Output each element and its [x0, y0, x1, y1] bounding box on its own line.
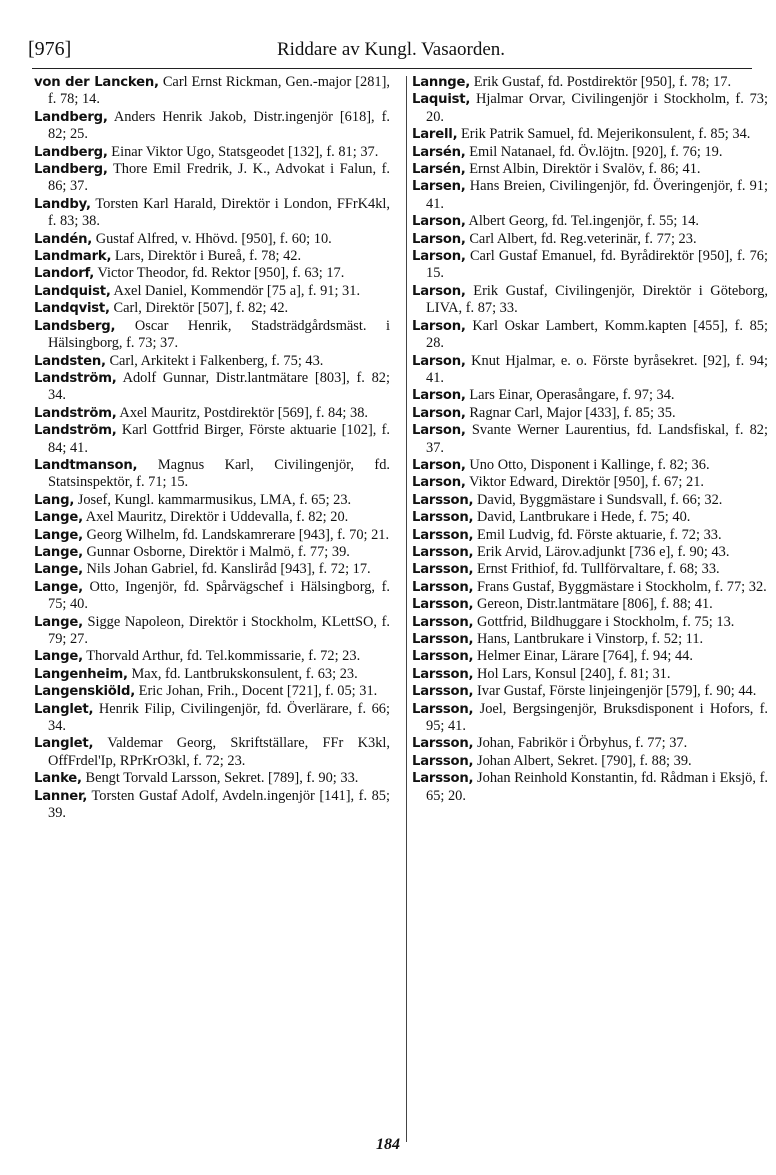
entry-surname: Larsson, — [412, 649, 474, 665]
right-column — [412, 74, 768, 805]
page-header — [28, 38, 754, 64]
entry-details: Gunnar Osborne, Direktör i Malmö, f. 77; 39. — [86, 543, 350, 560]
entry-details: Albert Georg, fd. Tel.ingenjör, f. 55; 14. — [468, 213, 700, 230]
entry-surname: Lange, — [34, 579, 83, 595]
list-item — [34, 74, 390, 109]
list-item — [412, 492, 768, 509]
entry-details: Viktor Edward, Direktör [950], f. 67; 21. — [469, 474, 704, 491]
entry-surname: Larsson, — [412, 544, 474, 560]
entry-details: Erik Gustaf, fd. Postdirektör [950], f. 78; 17. — [473, 74, 732, 90]
list-item — [34, 701, 390, 736]
entry-details: Henrik Filip, Civilingenjör, fd. Överlärare, f. 66; 34. — [48, 700, 390, 735]
entry-surname: Larsson, — [412, 562, 474, 578]
entry-details: Axel Mauritz, Postdirektör [569], f. 84; 38. — [119, 404, 369, 421]
entry-details: Sigge Napoleon, Direktör i Stockholm, KLettSO, f. 79; 27. — [48, 613, 390, 647]
entry-details: Gereon, Distr.lantmätare [806], f. 88; 41. — [476, 596, 713, 613]
list-item — [34, 283, 390, 300]
entry-surname: Larsson, — [412, 527, 474, 543]
entry-surname: Landquist, — [34, 283, 111, 299]
entry-surname: Landberg, — [34, 162, 108, 178]
entry-surname: Langenheim, — [34, 666, 128, 682]
entry-details: Emil Natanael, fd. Öv.löjtn. [920], f. 76; 19. — [469, 143, 723, 160]
list-item — [34, 561, 390, 578]
entry-surname: Larson, — [412, 214, 466, 230]
entry-details: Torsten Karl Harald, Direktör i London, FFrK4kl, f. 83; 38. — [48, 195, 390, 230]
entry-surname: Larsson, — [412, 684, 474, 700]
entry-details: Lars Einar, Operasångare, f. 97; 34. — [469, 387, 675, 404]
list-item — [412, 283, 768, 318]
list-item — [412, 544, 768, 561]
list-item — [412, 648, 768, 665]
list-item — [412, 596, 768, 613]
entry-surname: Landorf, — [34, 266, 95, 282]
list-item — [412, 614, 768, 631]
entry-details: Einar Viktor Ugo, Statsgeodet [132], f. 81; 37. — [111, 143, 379, 160]
entry-surname: Larson, — [412, 475, 466, 491]
left-column — [34, 74, 390, 822]
list-item — [34, 422, 390, 457]
entry-details: Nils Johan Gabriel, fd. Kansliråd [943], f. 72; 17. — [86, 561, 371, 578]
entry-details: Joel, Bergsingenjör, Bruksdisponent i Hofors, f. 95; 41. — [426, 700, 768, 735]
entry-surname: Larson, — [412, 423, 466, 439]
entry-details: Max, fd. Lantbrukskonsulent, f. 63; 23. — [131, 665, 358, 682]
entry-details: Karl Oskar Lambert, Komm.kapten [455], f. 85; 28. — [426, 317, 768, 352]
list-item — [34, 527, 390, 544]
entry-details: Karl Gottfrid Birger, Förste aktuarie [102], f. 84; 41. — [48, 422, 390, 456]
list-item — [34, 544, 390, 561]
list-item — [412, 753, 768, 770]
entry-details: Johan, Fabrikör i Örbyhus, f. 77; 37. — [476, 735, 688, 752]
entry-surname: Lange, — [34, 649, 83, 665]
list-item — [34, 457, 390, 492]
list-item — [34, 370, 390, 405]
entry-details: Oscar Henrik, Stadsträdgårdsmäst. i Hälsingborg, f. 73; 37. — [48, 317, 390, 352]
entry-surname: Larsson, — [412, 579, 474, 595]
entry-surname: Landsberg, — [34, 318, 116, 334]
list-item — [412, 126, 768, 143]
list-item — [412, 770, 768, 805]
list-item — [34, 405, 390, 422]
entry-details: David, Byggmästare i Sundsvall, f. 66; 32. — [476, 491, 723, 508]
list-item — [34, 109, 390, 144]
entry-details: David, Lantbrukare i Hede, f. 75; 40. — [476, 509, 691, 526]
entry-details: Georg Wilhelm, fd. Landskamrerare [943], f. 70; 21. — [86, 526, 390, 543]
list-item — [412, 91, 768, 126]
entry-details: Hjalmar Orvar, Civilingenjör i Stockholm, f. 73; 20. — [426, 91, 768, 125]
entry-surname: Larson, — [412, 318, 466, 334]
entry-surname: Larson, — [412, 388, 466, 404]
list-item — [412, 353, 768, 388]
list-item — [412, 457, 768, 474]
entry-details: Victor Theodor, fd. Rektor [950], f. 63; 17. — [97, 265, 345, 282]
list-item — [34, 509, 390, 526]
list-item — [34, 788, 390, 823]
entry-surname: Lange, — [34, 544, 83, 560]
entry-surname: Larsson, — [412, 736, 474, 752]
list-item — [412, 561, 768, 578]
list-item — [412, 144, 768, 161]
entry-surname: Landqvist, — [34, 301, 110, 317]
page-number: [976] — [28, 38, 72, 60]
entry-details: Magnus Karl, Civilingenjör, fd. Statsinspektör, f. 71; 15. — [48, 456, 390, 491]
entry-surname: Lange, — [34, 562, 83, 578]
entry-surname: Landström, — [34, 405, 117, 421]
entry-details: Carl, Arkitekt i Falkenberg, f. 75; 43. — [109, 352, 324, 369]
entry-surname: Larsson, — [412, 771, 474, 787]
entry-surname: Larsson, — [412, 597, 474, 613]
entry-surname: Larson, — [412, 405, 466, 421]
list-item — [412, 248, 768, 283]
entry-surname: Larson, — [412, 353, 466, 369]
entry-details: Thore Emil Fredrik, J. K., Advokat i Falun, f. 86; 37. — [48, 161, 390, 195]
list-item — [412, 74, 768, 91]
entry-surname: Larsson, — [412, 632, 474, 647]
list-item — [34, 300, 390, 317]
entry-surname: Larsson, — [412, 753, 474, 769]
entry-details: Knut Hjalmar, e. o. Förste byråsekret. [92], f. 94; 41. — [426, 352, 768, 386]
list-item — [412, 683, 768, 700]
entry-details: Adolf Gunnar, Distr.lantmätare [803], f. 82; 34. — [48, 369, 390, 404]
list-item — [34, 579, 390, 614]
entry-details: Thorvald Arthur, fd. Tel.kommissarie, f. 72; 23. — [86, 648, 361, 665]
entry-details: Carl, Direktör [507], f. 82; 42. — [113, 300, 289, 317]
entry-surname: Lannge, — [412, 75, 471, 90]
list-item — [34, 161, 390, 196]
entry-surname: Landström, — [34, 423, 117, 439]
entry-details: Otto, Ingenjör, fd. Spårvägschef i Hälsingborg, f. 75; 40. — [48, 578, 391, 613]
entry-surname: Lange, — [34, 527, 83, 543]
entry-surname: Landtmanson, — [34, 457, 138, 473]
list-item — [412, 405, 768, 422]
entry-details: Torsten Gustaf Adolf, Avdeln.ingenjör [141], f. 85; 39. — [48, 787, 390, 822]
entry-surname: Larson, — [412, 231, 466, 247]
entry-details: Carl Albert, fd. Reg.veterinär, f. 77; 23. — [469, 230, 697, 247]
entry-details: Erik Patrik Samuel, fd. Mejerikonsulent, f. 85; 34. — [461, 126, 751, 143]
list-item — [34, 144, 390, 161]
entry-details: Bengt Torvald Larsson, Sekret. [789], f. 90; 33. — [85, 770, 359, 787]
entry-details: Gottfrid, Bildhuggare i Stockholm, f. 75; 13. — [476, 613, 735, 630]
list-item — [34, 248, 390, 265]
entry-details: Gustaf Alfred, v. Hhövd. [950], f. 60; 10. — [95, 230, 332, 247]
list-item — [412, 422, 768, 457]
list-item — [34, 265, 390, 282]
list-item — [412, 666, 768, 683]
list-item — [412, 387, 768, 404]
entry-surname: Larsson, — [412, 614, 474, 630]
footer-page-number: 184 — [376, 1136, 400, 1153]
entry-details: Axel Daniel, Kommendör [75 a], f. 91; 31. — [113, 282, 361, 299]
list-item — [34, 666, 390, 683]
entry-surname: Larson, — [412, 249, 466, 265]
list-item — [412, 161, 768, 178]
header-rule — [32, 68, 752, 69]
entry-details: Lars, Direktör i Bureå, f. 78; 42. — [114, 248, 302, 265]
entry-details: Carl Gustaf Emanuel, fd. Byrådirektör [950], f. 76; 15. — [426, 248, 768, 282]
entry-surname: Landmark, — [34, 249, 112, 265]
entry-details: Ivar Gustaf, Förste linjeingenjör [579], f. 90; 44. — [476, 683, 757, 700]
entry-details: Uno Otto, Disponent i Kallinge, f. 82; 36. — [469, 456, 710, 473]
entry-surname: Larsen, — [412, 179, 466, 195]
entry-surname: Landström, — [34, 370, 117, 386]
entry-details: Svante Werner Laurentius, fd. Landsfiskal, f. 82; 37. — [426, 422, 768, 456]
entry-details: Hans, Lantbrukare i Vinstorp, f. 52; 11. — [476, 631, 704, 647]
entry-details: Hans Breien, Civilingenjör, fd. Överingenjör, f. 91; 41. — [426, 178, 768, 212]
entry-surname: Langlet, — [34, 736, 94, 752]
list-item — [412, 318, 768, 353]
entry-surname: Laquist, — [412, 92, 471, 108]
entry-surname: Lange, — [34, 614, 83, 630]
list-item — [34, 492, 390, 509]
entry-surname: Larson, — [412, 283, 466, 299]
entry-surname: Landén, — [34, 231, 93, 247]
entry-details: Johan Reinhold Konstantin, fd. Rådman i Eksjö, f. 65; 20. — [426, 770, 768, 804]
list-item — [34, 614, 390, 649]
list-item — [412, 474, 768, 491]
entry-details: Eric Johan, Frih., Docent [721], f. 05; 31. — [138, 683, 378, 700]
entry-surname: Larsson, — [412, 701, 474, 717]
list-item — [412, 735, 768, 752]
list-item — [34, 231, 390, 248]
list-item — [412, 213, 768, 230]
list-item — [34, 735, 390, 770]
list-item — [34, 318, 390, 353]
entry-details: Ernst Frithiof, fd. Tullförvaltare, f. 68; 33. — [476, 561, 720, 578]
list-item — [412, 178, 768, 213]
entry-surname: Landberg, — [34, 109, 108, 125]
list-item — [34, 196, 390, 231]
entry-details: Ragnar Carl, Major [433], f. 85; 35. — [469, 404, 676, 421]
entry-surname: Larsson, — [412, 666, 474, 682]
entry-details: Anders Henrik Jakob, Distr.ingenjör [618], f. 82; 25. — [48, 108, 390, 143]
entry-details: Erik Arvid, Lärov.adjunkt [736 e], f. 90; 43. — [476, 543, 730, 560]
entry-details: Emil Ludvig, fd. Förste aktuarie, f. 72; 33. — [476, 526, 722, 543]
entry-details: Carl Ernst Rickman, Gen.-major [281], f. 78; 14. — [48, 74, 390, 108]
entry-surname: Larsén, — [412, 144, 466, 160]
list-item — [412, 231, 768, 248]
entry-details: Ernst Albin, Direktör i Svalöv, f. 86; 41. — [469, 161, 701, 178]
entry-details: Valdemar Georg, Skriftställare, FFr K3kl, OffFrdel'Ip, RPrKrO3kl, f. 72; 23. — [48, 735, 391, 769]
list-item — [34, 770, 390, 787]
entry-surname: Langenskiöld, — [34, 684, 136, 700]
list-item — [34, 648, 390, 665]
entry-details: Johan Albert, Sekret. [790], f. 88; 39. — [476, 752, 692, 769]
entry-details: Axel Mauritz, Direktör i Uddevalla, f. 82; 20. — [85, 509, 349, 526]
list-item — [412, 579, 768, 596]
list-item — [34, 353, 390, 370]
entry-surname: Landby, — [34, 196, 91, 212]
entry-surname: Lang, — [34, 492, 75, 508]
list-item — [412, 631, 768, 648]
entry-details: Erik Gustaf, Civilingenjör, Direktör i Göteborg, LIVA, f. 87; 33. — [426, 282, 768, 317]
entry-surname: Lanner, — [34, 788, 88, 804]
entry-surname: Landberg, — [34, 144, 108, 160]
entry-surname: Larsson, — [412, 492, 474, 508]
entry-surname: Langlet, — [34, 701, 94, 717]
column-divider — [406, 76, 407, 1142]
entry-details: Helmer Einar, Lärare [764], f. 94; 44. — [476, 648, 693, 665]
entry-details: Josef, Kungl. kammarmusikus, LMA, f. 65; 23. — [77, 491, 352, 508]
list-item — [412, 701, 768, 736]
page-title: Riddare av Kungl. Vasaorden. — [276, 39, 506, 60]
entry-surname: Lange, — [34, 510, 83, 526]
list-item — [412, 509, 768, 526]
list-item — [412, 527, 768, 544]
entry-surname: Larell, — [412, 127, 458, 143]
list-item — [34, 683, 390, 700]
entry-surname: von der Lancken, — [34, 75, 159, 90]
entry-surname: Landsten, — [34, 353, 106, 369]
entry-surname: Lanke, — [34, 771, 82, 787]
entry-surname: Larson, — [412, 457, 466, 473]
entry-details: Frans Gustaf, Byggmästare i Stockholm, f. 77; 32. — [476, 578, 767, 595]
entry-surname: Larsén, — [412, 162, 466, 178]
entry-details: Hol Lars, Konsul [240], f. 81; 31. — [476, 665, 671, 682]
entry-surname: Larsson, — [412, 510, 474, 526]
